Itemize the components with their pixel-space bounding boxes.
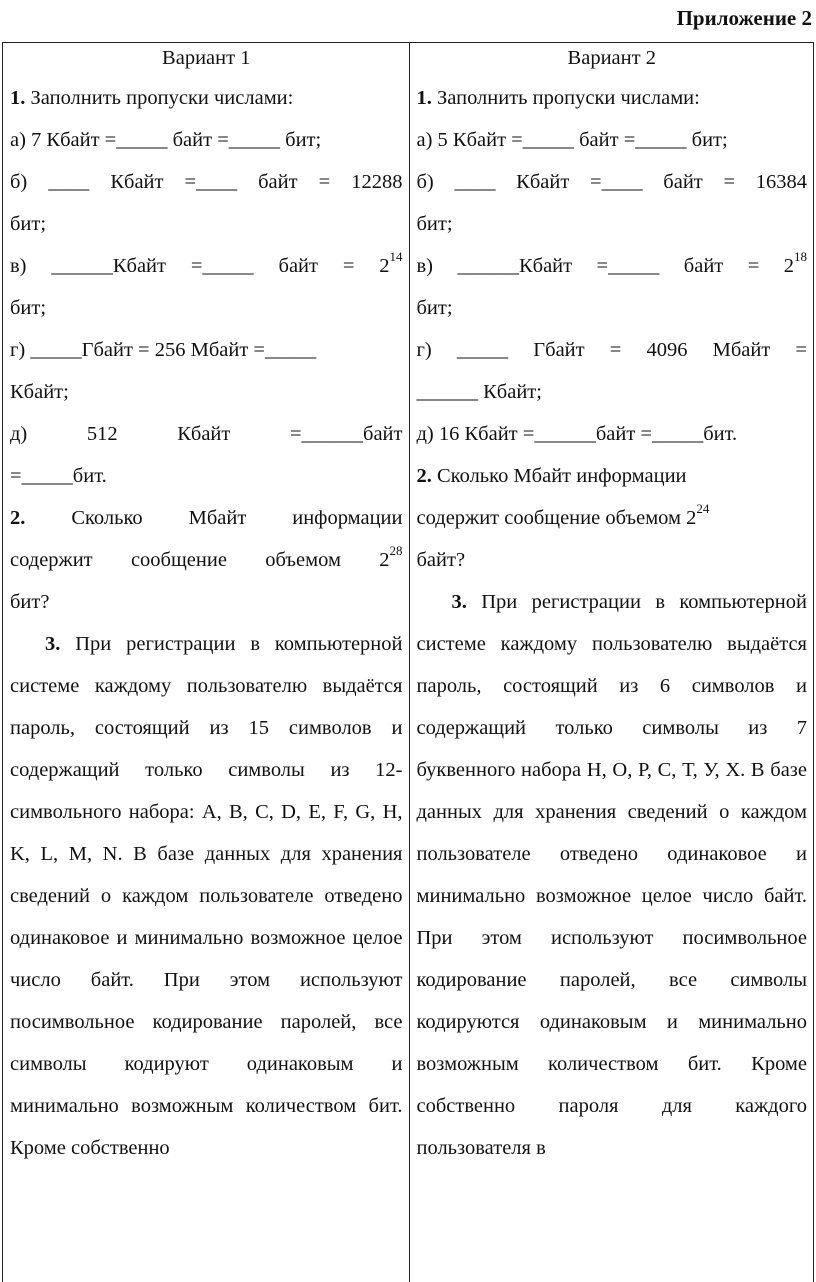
variant-2-column bbox=[410, 43, 815, 1282]
v1-task1-d: г) _____Гбайт = 256 Мбайт =_____ bbox=[10, 339, 317, 361]
v1-task1-a: а) 7 Кбайт =_____ байт =_____ бит; bbox=[10, 129, 322, 151]
v1-task1-title-text: Заполнить пропуски числами: bbox=[30, 87, 294, 109]
v2-task1-c-tail: бит; bbox=[416, 297, 453, 319]
v2-task1-title bbox=[417, 77, 808, 119]
v2-task2-line1 bbox=[417, 455, 808, 497]
v1-task1-number: 1. bbox=[10, 87, 26, 109]
v2-task2-line1-text: Сколько Мбайт информации bbox=[437, 465, 687, 487]
v1-task2-line1-text: Сколько Мбайт информации bbox=[71, 507, 403, 529]
v1-task3-number: 3. bbox=[45, 633, 61, 655]
variant-1-header: Вариант 1 bbox=[162, 47, 251, 69]
v2-task1-c-exponent: 18 bbox=[794, 249, 807, 265]
v2-task1-b: б) ____ Кбайт =____ байт = 16384 bbox=[416, 171, 807, 193]
v1-task1-c-text: в) ______Кбайт =_____ байт = 2 bbox=[10, 255, 390, 277]
v2-task1-d: г) _____ Гбайт = 4096 Мбайт = bbox=[416, 339, 807, 361]
v1-task1-c-tail: бит; bbox=[10, 297, 47, 319]
v2-task1-c bbox=[417, 245, 808, 287]
v1-task1-b-tail: бит; bbox=[10, 213, 47, 235]
v1-task2-number: 2. bbox=[10, 507, 26, 529]
v1-task1-c bbox=[10, 245, 403, 287]
v1-task1-d-tail: Кбайт; bbox=[10, 381, 69, 403]
v1-task2-exponent: 28 bbox=[389, 543, 403, 559]
appendix-title: Приложение 2 bbox=[676, 6, 812, 30]
variant-2-header: Вариант 2 bbox=[567, 47, 656, 69]
v2-task1-e: д) 16 Кбайт =______байт =_____бит. bbox=[416, 423, 738, 445]
v1-task2-line1 bbox=[10, 497, 403, 539]
v1-task1-c-exponent: 14 bbox=[389, 249, 403, 265]
v2-task2-tail: байт? bbox=[416, 549, 466, 571]
v2-task2-line2-text: содержит сообщение объемом 2 bbox=[416, 507, 697, 529]
v2-task3-text: При регистрации в компьютерной системе каждому пользователю выдаётся пароль, состоящий из 6 символов и содержащий только символы из 7 буквенного набора Н, О, Р, С, Т, У, Х. В базе данных для хранения сведений о каждом пользователе отведено одинаковое и минимально возможное целое число байт. При этом используют посимвольное кодирование паролей, все символы кодируются одинаковым и минимально возможным количеством бит. Кроме собственно пароля для каждого пользователя в bbox=[416, 591, 807, 1159]
variants-table bbox=[2, 42, 814, 1282]
v1-task1-e-tail: =_____бит. bbox=[10, 465, 107, 487]
v2-task1-number: 1. bbox=[416, 87, 432, 109]
v2-task3 bbox=[417, 581, 808, 1169]
v2-task1-title-text: Заполнить пропуски числами: bbox=[437, 87, 700, 109]
v2-task1-c-text: в) ______Кбайт =_____ байт = 2 bbox=[416, 255, 794, 277]
v1-task3-text: При регистрации в компьютерной системе каждому пользователю выдаётся пароль, состоящий из 15 символов и содержащий только символы из 12-символьного набора: A, B, C, D, E, F, G, H, K, L, M, N. В базе данных для хранения сведений о каждом пользователе отведено одинаковое и минимально возможное целое число байт. При этом используют посимвольное кодирование паролей, все символы кодируют одинаковым и минимально возможным количеством бит. Кроме собственно bbox=[10, 633, 403, 1159]
v2-task3-number: 3. bbox=[451, 591, 467, 613]
v1-task1-b: б) ____ Кбайт =____ байт = 12288 bbox=[10, 171, 403, 193]
v1-task2-tail: бит? bbox=[10, 591, 50, 613]
v1-task2-line2-text: содержит сообщение объемом 2 bbox=[10, 549, 390, 571]
v1-task3 bbox=[10, 623, 403, 1169]
v2-task2-number: 2. bbox=[416, 465, 432, 487]
v2-task2-exponent: 24 bbox=[696, 501, 710, 517]
v1-task1-title bbox=[10, 77, 403, 119]
v1-task1-e: д) 512 Кбайт =______байт bbox=[10, 423, 403, 445]
v1-task2-line2 bbox=[10, 539, 403, 581]
v2-task1-a: а) 5 Кбайт =_____ байт =_____ бит; bbox=[416, 129, 728, 151]
variant-1-column bbox=[3, 43, 410, 1282]
v2-task1-d-tail: ______ Кбайт; bbox=[416, 381, 542, 403]
v2-task1-b-tail: бит; bbox=[416, 213, 453, 235]
v2-task2-line2 bbox=[417, 497, 808, 539]
